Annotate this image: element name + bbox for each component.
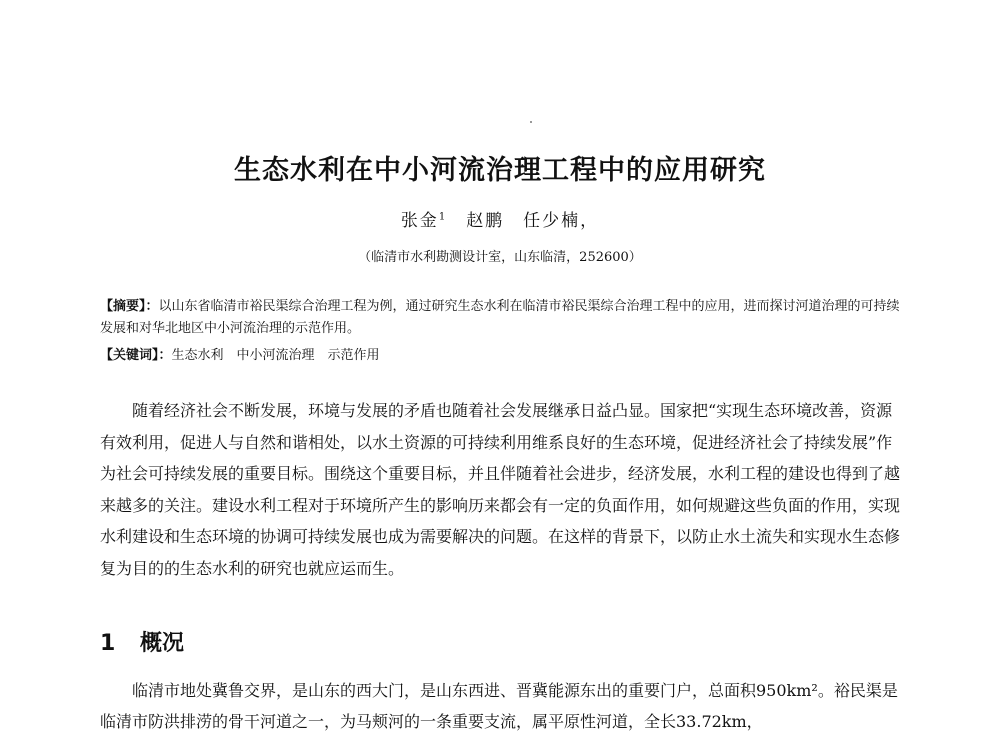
section-title: 概况 bbox=[140, 631, 185, 656]
abstract-block bbox=[100, 296, 900, 340]
affiliation: （临清市水利勘测设计室，山东临清，252600） bbox=[358, 250, 642, 265]
section-heading bbox=[100, 626, 184, 657]
scan-speck bbox=[530, 121, 532, 123]
keywords-text: 生态水利 中小河流治理 示范作用 bbox=[171, 348, 380, 363]
author-others: 赵鹏 任少楠， bbox=[466, 211, 600, 231]
abstract-label: 【摘要】： bbox=[100, 299, 159, 314]
abstract-text: 以山东省临清市裕民渠综合治理工程为例，通过研究生态水利在临清市裕民渠综合治理工程中的应用，进而探讨河道治理的可持续发展和对华北地区中小河流治理的示范作用。 bbox=[100, 299, 900, 336]
author-superscript: 1 bbox=[438, 211, 448, 223]
keywords-label: 【关键词】： bbox=[100, 348, 172, 363]
section-paragraph: 临清市地处冀鲁交界，是山东的西大门，是山东西进、晋冀能源东出的重要门户，总面积950km²。裕民渠是临清市防洪排涝的骨干河道之一，为马颊河的一条重要支流，属平原性河道，全长33.72km， bbox=[100, 681, 898, 731]
intro-paragraph: 随着经济社会不断发展，环境与发展的矛盾也随着社会发展继承日益凸显。国家把“实现生态环境改善，资源有效利用，促进人与自然和谐相处，以水土资源的可持续利用维系良好的生态环境，促进经济社会了持续发展”作为社会可持续发展的重要目标。围绕这个重要目标，并且伴随着社会进步，经济发展，水利工程的建设也得到了越来越多的关注。建设水利工程对于环境所产生的影响历来都会有一定的负面作用，如何规避这些负面的作用，实现水利建设和生态环境的协调可持续发展也成为需要解决的问题。在这样的背景下，以防止水土流失和实现水生态修复为目的的生态水利的研究也就应运而生。 bbox=[100, 401, 901, 578]
paper-title: 生态水利在中小河流治理工程中的应用研究 bbox=[234, 155, 766, 186]
keywords-block bbox=[100, 345, 900, 367]
author-line bbox=[0, 206, 1000, 231]
author-first: 张金 bbox=[400, 211, 439, 231]
section-number: 1 bbox=[100, 631, 116, 656]
